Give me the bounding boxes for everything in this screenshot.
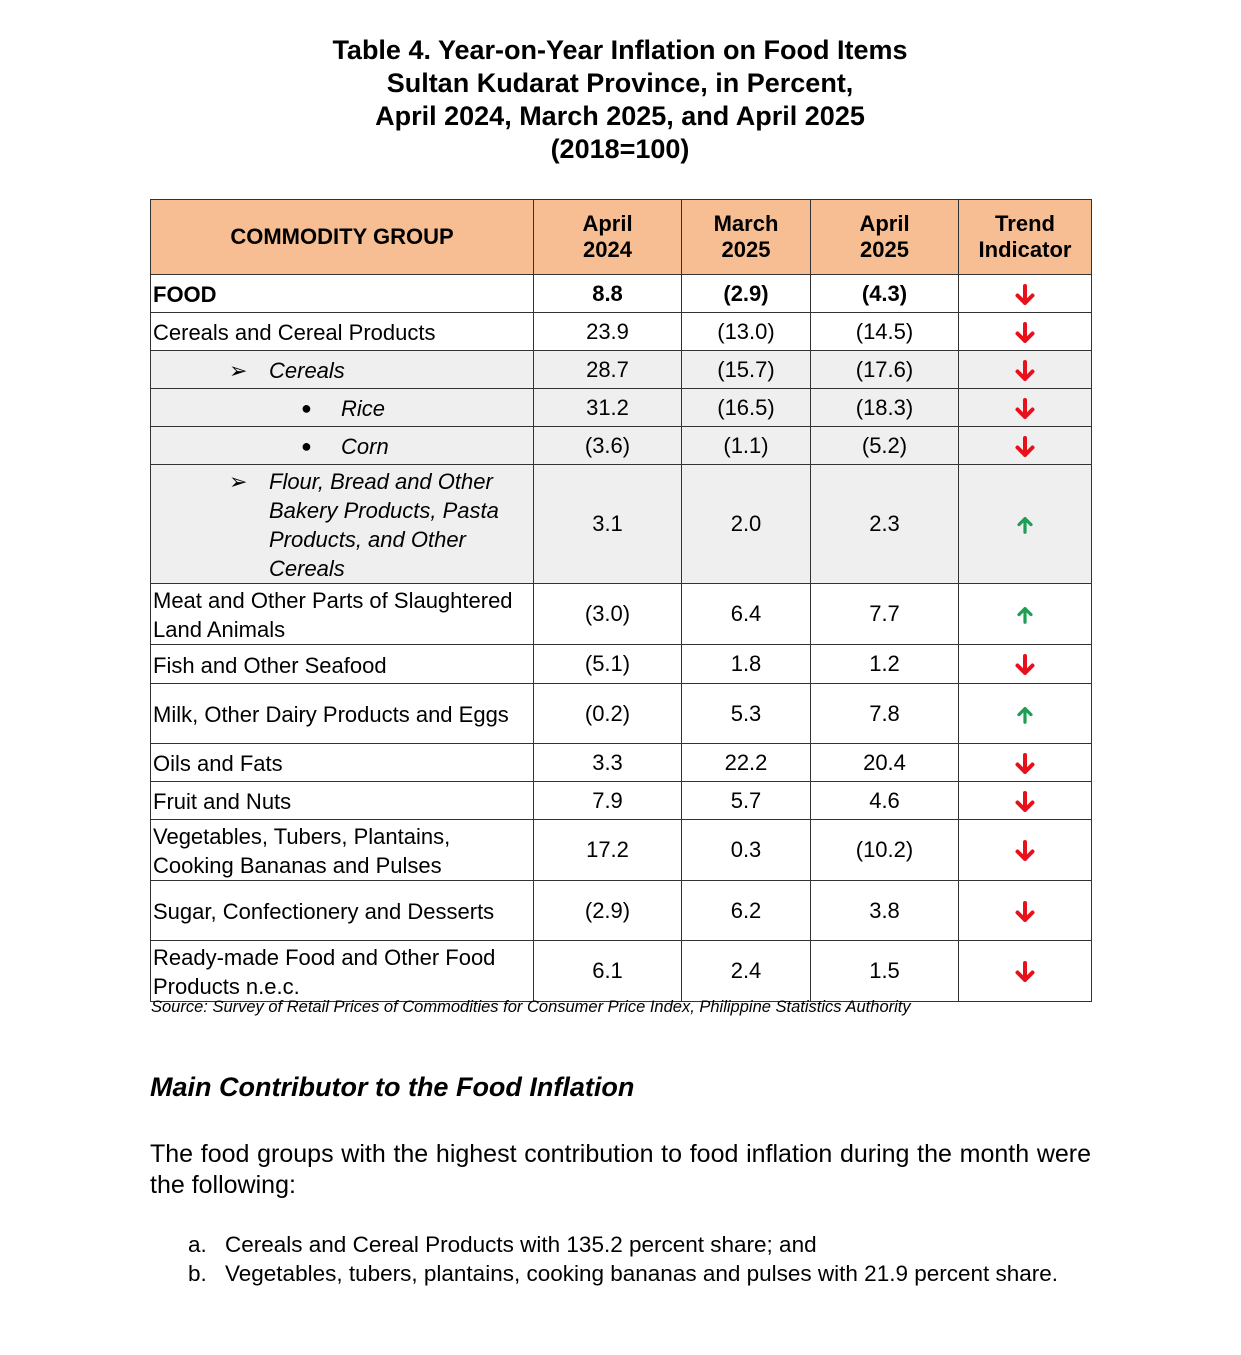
commodity-name: Oils and Fats xyxy=(153,751,283,776)
trend-indicator-cell xyxy=(959,645,1092,684)
value-april-2024: 23.9 xyxy=(534,313,682,351)
commodity-name-cell xyxy=(151,389,534,427)
list-item-text: Cereals and Cereal Products with 135.2 percent share; and xyxy=(225,1232,817,1257)
value-march-2025: (2.9) xyxy=(682,275,811,313)
list-item xyxy=(188,1259,1091,1288)
commodity-name: Cereals and Cereal Products xyxy=(153,320,436,345)
trend-indicator-cell xyxy=(959,465,1092,584)
trend-indicator-cell xyxy=(959,389,1092,427)
commodity-name-cell xyxy=(151,782,534,820)
trend-indicator-cell xyxy=(959,684,1092,744)
table-row xyxy=(151,427,1092,465)
title-line-1: Table 4. Year-on-Year Inflation on Food Items xyxy=(332,35,908,65)
value-march-2025: (1.1) xyxy=(682,427,811,465)
down-arrow-icon xyxy=(1015,753,1035,775)
value-march-2025: 1.8 xyxy=(682,645,811,684)
down-arrow-icon xyxy=(1015,436,1035,458)
trend-indicator-cell xyxy=(959,584,1092,645)
commodity-name-cell xyxy=(151,427,534,465)
header-april-2024: April 2024 xyxy=(534,200,682,275)
header-march-2025: March 2025 xyxy=(682,200,811,275)
trend-indicator-cell xyxy=(959,427,1092,465)
table-row xyxy=(151,389,1092,427)
down-arrow-icon xyxy=(1015,322,1035,344)
value-april-2024: 6.1 xyxy=(534,941,682,1002)
trend-indicator-cell xyxy=(959,881,1092,941)
trend-indicator-cell xyxy=(959,351,1092,389)
table-row xyxy=(151,465,1092,584)
commodity-name: Ready-made Food and Other Food Products n.e.c. xyxy=(153,945,496,999)
trend-indicator-cell xyxy=(959,782,1092,820)
value-april-2025: 3.8 xyxy=(811,881,959,941)
trend-indicator-cell xyxy=(959,941,1092,1002)
trend-indicator-cell xyxy=(959,313,1092,351)
value-april-2024: 7.9 xyxy=(534,782,682,820)
value-march-2025: (16.5) xyxy=(682,389,811,427)
value-march-2025: 2.0 xyxy=(682,465,811,584)
contributor-list xyxy=(188,1230,1091,1288)
source-note: Source: Survey of Retail Prices of Commodities for Consumer Price Index, Philippine Statistics Authority xyxy=(151,998,911,1016)
table-row xyxy=(151,645,1092,684)
value-april-2024: (3.0) xyxy=(534,584,682,645)
commodity-name: Meat and Other Parts of Slaughtered Land Animals xyxy=(153,588,513,642)
arrow-bullet-icon: ➢ xyxy=(229,469,248,494)
table-row xyxy=(151,275,1092,313)
value-april-2025: (10.2) xyxy=(811,820,959,881)
table-row xyxy=(151,782,1092,820)
value-april-2025: (5.2) xyxy=(811,427,959,465)
trend-indicator-cell xyxy=(959,744,1092,782)
commodity-name: Fish and Other Seafood xyxy=(153,652,387,678)
title-line-2: Sultan Kudarat Province, in Percent, xyxy=(386,68,854,98)
table-row xyxy=(151,584,1092,645)
section-heading: Main Contributor to the Food Inflation xyxy=(150,1072,635,1102)
list-item-text: Vegetables, tubers, plantains, cooking bananas and pulses with 21.9 percent share. xyxy=(225,1261,1059,1286)
table-header-row xyxy=(151,200,1092,275)
down-arrow-icon xyxy=(1015,360,1035,382)
commodity-name-cell xyxy=(151,684,534,744)
commodity-name-cell xyxy=(151,351,534,389)
commodity-name-cell xyxy=(151,744,534,782)
list-marker: b. xyxy=(188,1261,207,1286)
value-april-2024: 31.2 xyxy=(534,389,682,427)
table-row xyxy=(151,684,1092,744)
commodity-name: FOOD xyxy=(153,282,217,307)
down-arrow-icon xyxy=(1015,284,1035,306)
value-april-2024: (2.9) xyxy=(534,881,682,941)
commodity-name-cell xyxy=(151,820,534,881)
table-row xyxy=(151,881,1092,941)
value-march-2025: 2.4 xyxy=(682,941,811,1002)
commodity-name-cell xyxy=(151,941,534,1002)
commodity-name-cell xyxy=(151,881,534,941)
down-arrow-icon xyxy=(1015,654,1035,676)
table-title xyxy=(150,34,1090,166)
value-april-2024: 3.3 xyxy=(534,744,682,782)
commodity-name: Sugar, Confectionery and Desserts xyxy=(153,899,495,924)
value-march-2025: (13.0) xyxy=(682,313,811,351)
title-line-4: (2018=100) xyxy=(550,134,690,164)
down-arrow-icon xyxy=(1015,791,1035,813)
commodity-name: Vegetables, Tubers, Plantains, Cooking Bananas and Pulses xyxy=(153,824,451,878)
table-row xyxy=(151,313,1092,351)
value-march-2025: 6.2 xyxy=(682,881,811,941)
up-arrow-icon xyxy=(1017,706,1033,724)
down-arrow-icon xyxy=(1015,398,1035,420)
down-arrow-icon xyxy=(1015,840,1035,862)
commodity-name: Flour, Bread and Other Bakery Products, Pasta Products, and Other Cereals xyxy=(269,469,499,581)
commodity-name-cell xyxy=(151,584,534,645)
table-row xyxy=(151,941,1092,1002)
value-april-2025: 4.6 xyxy=(811,782,959,820)
down-arrow-icon xyxy=(1015,961,1035,983)
value-april-2025: (17.6) xyxy=(811,351,959,389)
value-april-2024: 8.8 xyxy=(534,275,682,313)
value-april-2025: 2.3 xyxy=(811,465,959,584)
value-april-2025: (14.5) xyxy=(811,313,959,351)
value-march-2025: 5.7 xyxy=(682,782,811,820)
value-april-2025: 20.4 xyxy=(811,744,959,782)
table-row xyxy=(151,744,1092,782)
trend-indicator-cell xyxy=(959,275,1092,313)
commodity-name: Corn xyxy=(341,434,389,459)
value-april-2025: 7.7 xyxy=(811,584,959,645)
value-april-2024: (0.2) xyxy=(534,684,682,744)
commodity-name: Rice xyxy=(341,396,386,421)
down-arrow-icon xyxy=(1015,901,1035,923)
header-commodity-group: COMMODITY GROUP xyxy=(151,200,534,275)
value-april-2025: (18.3) xyxy=(811,389,959,427)
value-april-2025: (4.3) xyxy=(811,275,959,313)
trend-indicator-cell xyxy=(959,820,1092,881)
up-arrow-icon xyxy=(1017,516,1033,534)
commodity-name: Milk, Other Dairy Products and Eggs xyxy=(153,702,509,727)
arrow-bullet-icon: ➢ xyxy=(229,358,248,383)
inflation-table xyxy=(150,199,1092,1002)
value-march-2025: 5.3 xyxy=(682,684,811,744)
value-april-2024: (3.6) xyxy=(534,427,682,465)
value-march-2025: 6.4 xyxy=(682,584,811,645)
up-arrow-icon xyxy=(1017,606,1033,624)
commodity-name-cell xyxy=(151,465,534,584)
commodity-name: Cereals xyxy=(269,358,345,383)
intro-paragraph: The food groups with the highest contribution to food inflation during the month were the following: xyxy=(150,1140,1091,1199)
value-april-2024: (5.1) xyxy=(534,645,682,684)
value-march-2025: 22.2 xyxy=(682,744,811,782)
commodity-name-cell xyxy=(151,313,534,351)
value-april-2024: 17.2 xyxy=(534,820,682,881)
value-april-2025: 1.2 xyxy=(811,645,959,684)
commodity-name: Fruit and Nuts xyxy=(153,789,292,814)
value-april-2024: 28.7 xyxy=(534,351,682,389)
value-april-2024: 3.1 xyxy=(534,465,682,584)
list-item xyxy=(188,1230,1091,1259)
dot-bullet-icon: ● xyxy=(301,436,312,456)
dot-bullet-icon: ● xyxy=(301,398,312,418)
table-row xyxy=(151,351,1092,389)
value-april-2025: 1.5 xyxy=(811,941,959,1002)
commodity-name-cell xyxy=(151,275,534,313)
title-line-3: April 2024, March 2025, and April 2025 xyxy=(375,101,865,131)
value-march-2025: (15.7) xyxy=(682,351,811,389)
table-row xyxy=(151,820,1092,881)
commodity-name-cell xyxy=(151,645,534,684)
header-april-2025: April 2025 xyxy=(811,200,959,275)
value-april-2025: 7.8 xyxy=(811,684,959,744)
value-march-2025: 0.3 xyxy=(682,820,811,881)
list-marker: a. xyxy=(188,1232,207,1257)
header-trend-indicator: Trend Indicator xyxy=(959,200,1092,275)
